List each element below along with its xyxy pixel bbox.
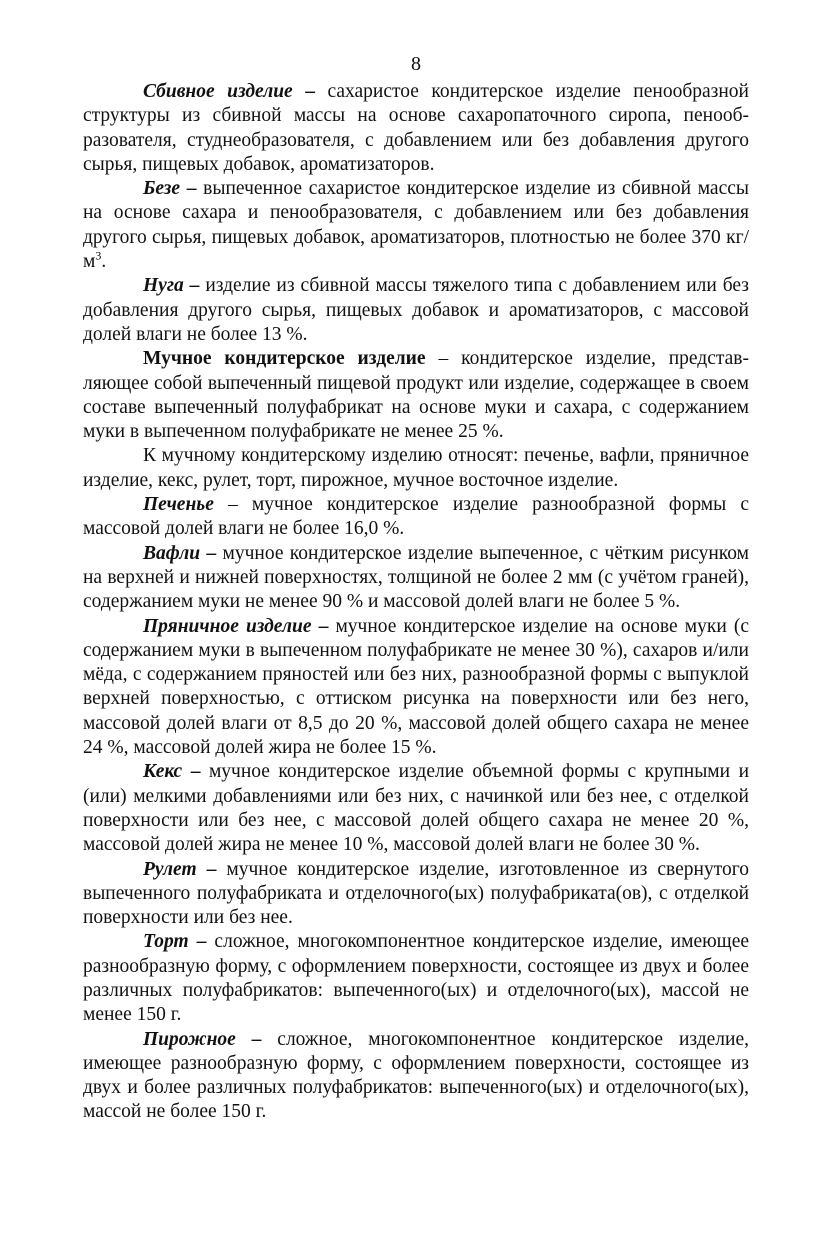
definition-text: сахаристое кондитерское изделие пенообразной структуры из сбивной массы на основе сахаропаточного сиропа, пенообразователя, студнеобразователя, с добавлением или без добавления другого сырья, пищевых добавок, ароматизаторов. <box>83 81 749 175</box>
paragraph-otnosyat <box>83 444 749 493</box>
term-beze: Безе <box>143 178 181 200</box>
term-dash: – <box>200 542 217 564</box>
term-nuga: Нуга <box>143 275 184 297</box>
definition-text: выпеченное сахаристое кондитерское изделие из сбивной массы на основе сахара и пенообразователя, с добавлением или без добавления другого сырья, пищевых добавок, ароматизаторов, плотностью не более 370 кг/м <box>83 178 750 273</box>
term-dash: – <box>188 931 207 953</box>
term-vafli: Вафли <box>143 542 201 564</box>
term-dash: – <box>213 494 238 516</box>
term-dash: – <box>182 761 201 783</box>
definition-text: мучное кондитерское изделие разнообразной формы с массовой долей влаги не более 16,0 %. <box>83 494 749 540</box>
paragraph-beze <box>83 177 749 274</box>
term-dash: – <box>425 348 449 370</box>
paragraph-keks <box>83 760 749 857</box>
term-pryanichnoe-izdelie: Пряничное изделие <box>143 615 312 637</box>
document-page <box>83 52 749 1125</box>
term-sbivnoe-izdelie: Сбивное изделие <box>143 81 293 102</box>
paragraph-text: К мучному кондитерскому изделию относят: печенье, вафли, пряничное изделие, кекс, рулет, торт, пирожное, мучное восточное изделие. <box>83 445 749 491</box>
definition-text: сложное, многокомпонентное кондитерское изделие, имеющее разнообразную форму, с оформлением поверхности, состоящее из двух и более различных полуфабрикатов: выпеченного(ых) и отделочного(ых), массой не менее 150 г. <box>83 931 750 1026</box>
paragraph-nuga <box>83 274 749 347</box>
paragraph-tort <box>83 930 749 1027</box>
definition-text: изделие из сбивной массы тяжелого типа с добавлением или без добавления другого сырья, пищевых добавок и ароматизаторов, с массовой долей влаги не более 13 %. <box>83 275 749 345</box>
paragraph-muchnoe-konditerskoe-izdelie <box>83 347 749 444</box>
paragraph-rulet <box>83 858 749 931</box>
term-pechene: Печенье <box>143 494 214 516</box>
definition-text: мучное кондитерское изделие на основе муки (с содержанием муки в выпеченном полуфабрикате не менее 30 %), сахаров и/или мёда, с содержанием пряностей или без них, разнообразной формы с выпуклой верхней поверхностью, с оттиском рисунка на поверхности или без него, массовой долей влаги от 8,5 до 20 %, массовой долей общего сахара не менее 24 %, массовой долей жира не более 15 %. <box>83 615 750 759</box>
definition-text: кондитерское изделие, представляющее собой выпеченный пищевой продукт или изделие, содержащее в своем составе выпеченный полуфабрикат на основе муки и сахара, с содержанием муки в выпеченном полуфабрикате не менее 25 %. <box>83 348 749 443</box>
paragraph-sbivnoe-izdelie <box>83 80 749 177</box>
definition-text: сложное, многокомпонентное кондитерское изделие, имеющее разнообразную форму, с оформлением поверхности, состоящее из двух и более различных полуфабрикатов: выпеченного(ых) и отделочного(ых), массой не более 150 г. <box>83 1028 749 1123</box>
term-muchnoe-konditerskoe-izdelie: Мучное кондитерское изделие <box>143 348 426 370</box>
term-dash: – <box>311 615 329 637</box>
definition-text: мучное кондитерское изделие, изготовленное из свернутого выпеченного полуфабриката и отделочного(ых) полуфабриката(ов), с отделкой поверхности или без нее. <box>83 858 749 929</box>
term-pirozhnoe: Пирожное <box>143 1028 236 1050</box>
definition-text: мучное кондитерское изделие выпеченное, с чётким рисунком на верхней и нижней поверхностях, толщиной не более 2 мм (с учётом граней), содержанием муки не менее 90 % и массовой долей влаги не более 5 %. <box>83 542 749 613</box>
paragraph-pechene <box>83 493 749 542</box>
paragraph-pryanichnoe-izdelie <box>83 615 749 761</box>
paragraph-pirozhnoe <box>83 1028 749 1125</box>
term-dash: – <box>196 858 217 880</box>
term-rulet: Рулет <box>143 858 197 880</box>
page-number: 8 <box>411 53 421 75</box>
term-dash: – <box>183 275 200 297</box>
term-dash: – <box>235 1028 262 1050</box>
definition-text: мучное кондитерское изделие объемной формы с крупными и (или) мелкими добавлениями или без них, с начинкой или без нее, с отделкой поверхности или без нее, с массовой долей общего сахара не менее 20 %, массовой долей жира не менее 10 %, массовой долей влаги не более 30 %. <box>83 761 749 856</box>
term-dash: – <box>292 81 315 102</box>
superscript-exponent: 3 <box>95 248 102 263</box>
term-tort: Торт <box>143 931 189 953</box>
definition-end: . <box>101 251 107 273</box>
paragraph-vafli <box>83 542 749 615</box>
term-keks: Кекс <box>143 761 183 783</box>
term-dash: – <box>180 178 197 200</box>
